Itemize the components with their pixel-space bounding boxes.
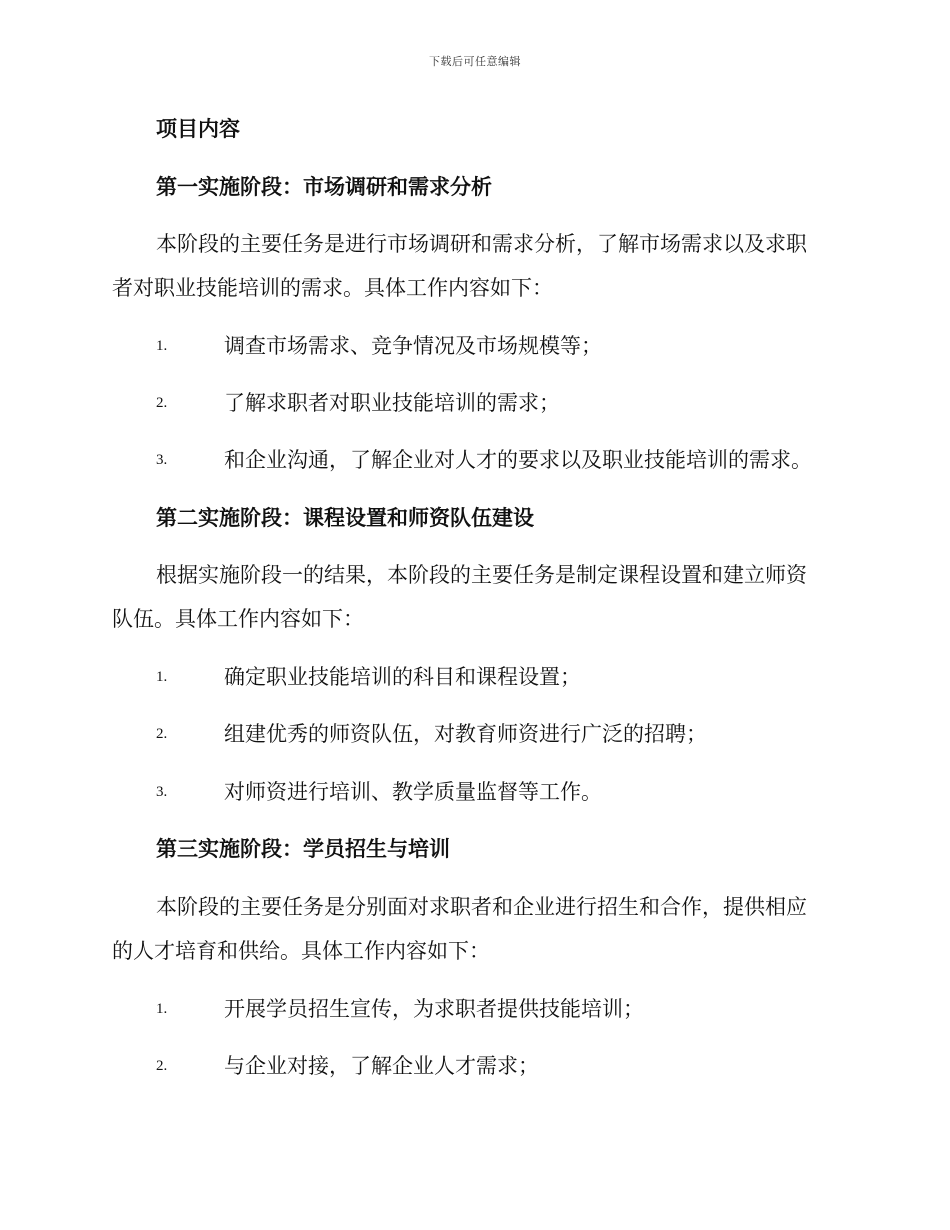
header-note: 下载后可任意编辑 [429,55,521,68]
phase2-paragraph-line2: 队伍。具体工作内容如下： [112,607,364,631]
phase2-paragraph-line1: 根据实施阶段一的结果，本阶段的主要任务是制定课程设置和建立师资 [156,563,807,587]
list-number: 2. [156,395,168,411]
list-item: 确定职业技能培训的科目和课程设置； [224,665,581,689]
phase3-heading: 第三实施阶段：学员招生与培训 [156,837,450,861]
list-number: 1. [156,1001,168,1017]
phase1-heading: 第一实施阶段：市场调研和需求分析 [156,175,492,199]
section-title: 项目内容 [156,117,240,141]
list-number: 1. [156,338,168,354]
phase3-paragraph-line2: 的人才培育和供给。具体工作内容如下： [112,939,490,963]
list-number: 2. [156,726,168,742]
list-number: 3. [156,452,168,468]
phase1-paragraph-line1: 本阶段的主要任务是进行市场调研和需求分析，了解市场需求以及求职 [156,232,807,256]
list-item: 调查市场需求、竞争情况及市场规模等； [224,334,602,358]
list-item: 与企业对接，了解企业人才需求； [224,1054,539,1078]
list-item: 组建优秀的师资队伍，对教育师资进行广泛的招聘； [224,722,707,746]
list-item: 和企业沟通，了解企业对人才的要求以及职业技能培训的需求。 [224,448,812,472]
list-item: 对师资进行培训、教学质量监督等工作。 [224,780,602,804]
list-number: 3. [156,784,168,800]
list-item: 了解求职者对职业技能培训的需求； [224,391,560,415]
list-item: 开展学员招生宣传，为求职者提供技能培训； [224,997,644,1021]
phase2-heading: 第二实施阶段：课程设置和师资队伍建设 [156,506,534,530]
phase1-paragraph-line2: 者对职业技能培训的需求。具体工作内容如下： [112,276,553,300]
phase3-paragraph-line1: 本阶段的主要任务是分别面对求职者和企业进行招生和合作，提供相应 [156,895,807,919]
list-number: 2. [156,1058,168,1074]
list-number: 1. [156,669,168,685]
